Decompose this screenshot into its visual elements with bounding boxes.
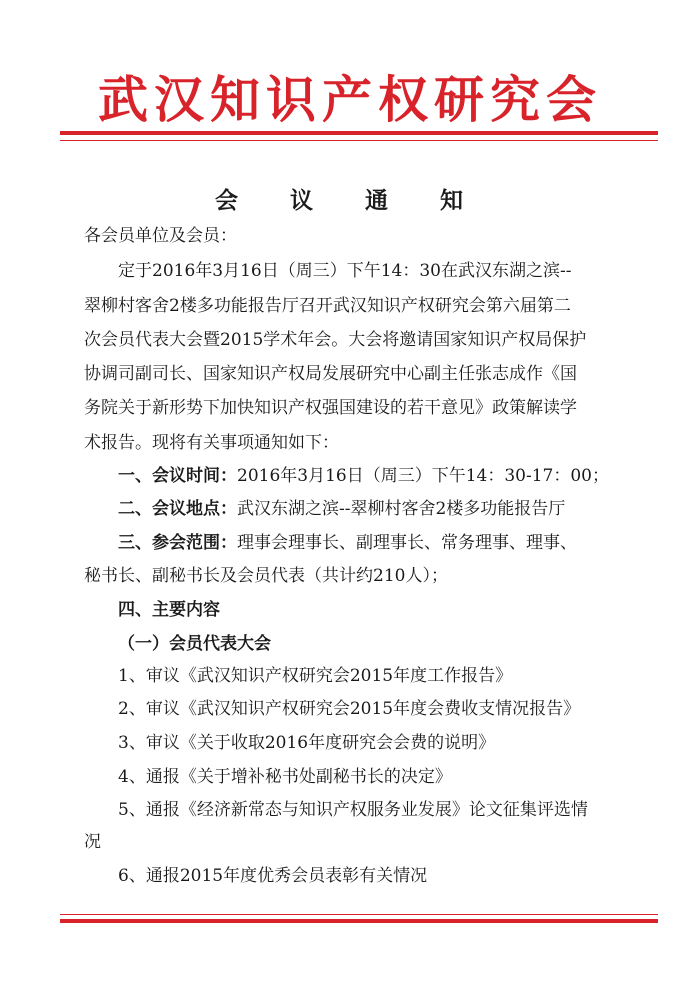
intro-line: 翠柳村客舍2楼多功能报告厅召开武汉知识产权研究会第六届第二 xyxy=(84,296,571,316)
list-item-cont: 况 xyxy=(84,832,101,852)
intro-line: 定于2016年3月16日（周三）下午14：30在武汉东湖之滨-- xyxy=(118,261,572,281)
list-item: 1、审议《武汉知识产权研究会2015年度工作报告》 xyxy=(118,666,513,686)
item-text: 武汉东湖之滨--翠柳村客舍2楼多功能报告厅 xyxy=(237,499,566,519)
item-scope-cont: 秘书长、副秘书长及会员代表（共计约210人）； xyxy=(84,566,448,586)
item-label: 二、会议地点： xyxy=(118,499,237,519)
salutation: 各会员单位及会员： xyxy=(84,226,237,246)
list-item: 2、审议《武汉知识产权研究会2015年度会费收支情况报告》 xyxy=(118,699,581,719)
subsection-heading: （一）会员代表大会 xyxy=(118,634,271,654)
notice-title: 会 议 通 知 xyxy=(214,188,486,214)
item-text: 理事会理事长、副理事长、常务理事、理事、 xyxy=(237,533,577,553)
item-label: 一、会议时间： xyxy=(118,466,237,486)
list-item: 4、通报《关于增补秘书处副秘书长的决定》 xyxy=(118,767,452,787)
section-heading: 四、主要内容 xyxy=(118,600,220,620)
list-item: 6、通报2015年度优秀会员表彰有关情况 xyxy=(118,866,428,886)
item-text: 2016年3月16日（周三）下午14：30-17：00； xyxy=(237,466,609,486)
intro-line: 次会员代表大会暨2015学术年会。大会将邀请国家知识产权局保护 xyxy=(84,330,587,350)
item-label: 三、参会范围： xyxy=(118,533,237,553)
intro-line: 务院关于新形势下加快知识产权强国建设的若干意见》政策解读学 xyxy=(84,398,577,418)
list-item: 3、审议《关于收取2016年度研究会会费的说明》 xyxy=(118,733,496,753)
list-item: 5、通报《经济新常态与知识产权服务业发展》论文征集评选情 xyxy=(118,800,588,820)
org-title: 武汉知识产权研究会 xyxy=(98,70,602,129)
intro-line: 术报告。现将有关事项通知如下： xyxy=(84,433,339,453)
footer-rule-thin xyxy=(60,914,658,915)
item-time xyxy=(118,464,609,488)
intro-line: 协调司副司长、国家知识产权局发展研究中心副主任张志成作《国 xyxy=(84,364,577,384)
header-rule-thick xyxy=(60,131,658,135)
item-place xyxy=(118,497,565,521)
item-scope xyxy=(118,531,577,555)
footer-rule-thick xyxy=(60,919,658,923)
header-rule-thin xyxy=(60,140,658,141)
